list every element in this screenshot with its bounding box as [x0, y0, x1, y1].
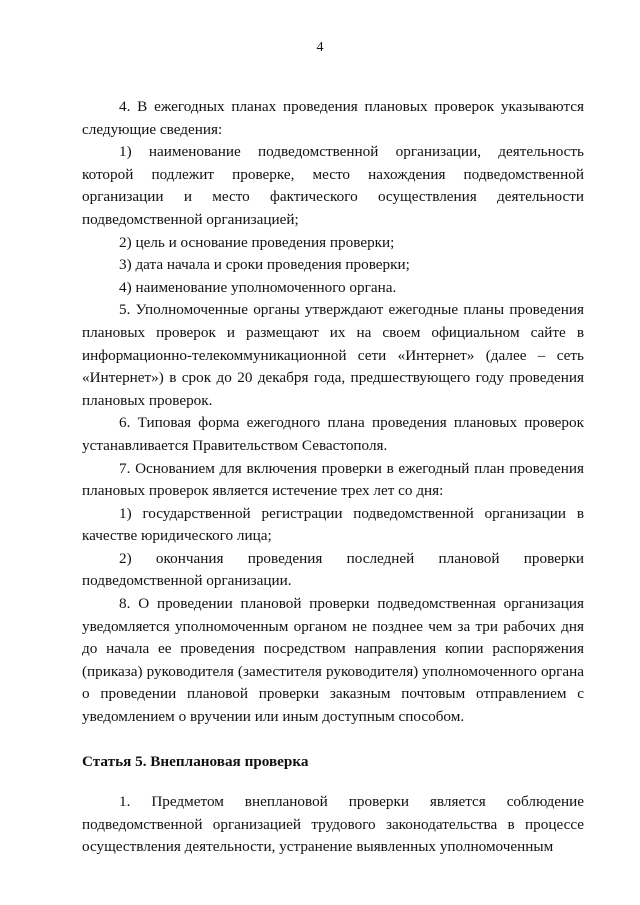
paragraph-4: 4. В ежегодных планах проведения плановых проверок указываются следующие сведения:: [82, 98, 584, 138]
paragraph-7: 7. Основанием для включения проверки в ежегодный план проведения плановых проверок является истечение трех лет со дня:: [82, 459, 584, 500]
list-item-3: 3) дата начала и сроки проведения проверки;: [119, 256, 410, 274]
document-body: [82, 96, 584, 859]
article-heading: Статья 5. Внеплановая проверка: [82, 752, 309, 770]
paragraph-6: 6. Типовая форма ежегодного плана проведения плановых проверок устанавливается Правительством Севастополя.: [82, 414, 584, 454]
paragraph-8: 8. О проведении плановой проверки подведомственная организация уведомляется уполномоченным органом не позднее чем за три рабочих дня до начала ее проведения посредством направления копии распоряжения (приказа) руководителя (заместителя руководителя) уполномоченного органа о проведении плановой проверки заказным почтовым отправлением с уведомлением о вручении или иным доступным способом.: [82, 595, 584, 726]
list-item-1: 1) наименование подведомственной организации, деятельность которой подлежит проверке, место нахождения подведомственной организации и место фактического осуществления деятельности подведомственной организацией;: [82, 143, 584, 228]
list-item-7-1: 1) государственной регистрации подведомственной организации в качестве юридического лица;: [82, 504, 584, 545]
list-item-7-2: 2) окончания проведения последней плановой проверки подведомственной организации.: [82, 549, 584, 590]
list-item-2: 2) цель и основание проведения проверки;: [119, 233, 395, 251]
paragraph-5: 5. Уполномоченные органы утверждают ежегодные планы проведения плановых проверок и размещают их на своем официальном сайте в информационно-телекоммуникационной сети «Интернет» (далее – сеть «Интернет») в срок до 20 декабря года, предшествующего году проведения плановых проверок.: [82, 301, 584, 409]
page-number: 4: [316, 40, 324, 55]
list-item-4: 4) наименование уполномоченного органа.: [119, 278, 397, 296]
article-paragraph-1: 1. Предметом внеплановой проверки является соблюдение подведомственной организацией трудового законодательства в процессе осуществления деятельности, устранение выявленных уполномоченным: [82, 793, 584, 856]
